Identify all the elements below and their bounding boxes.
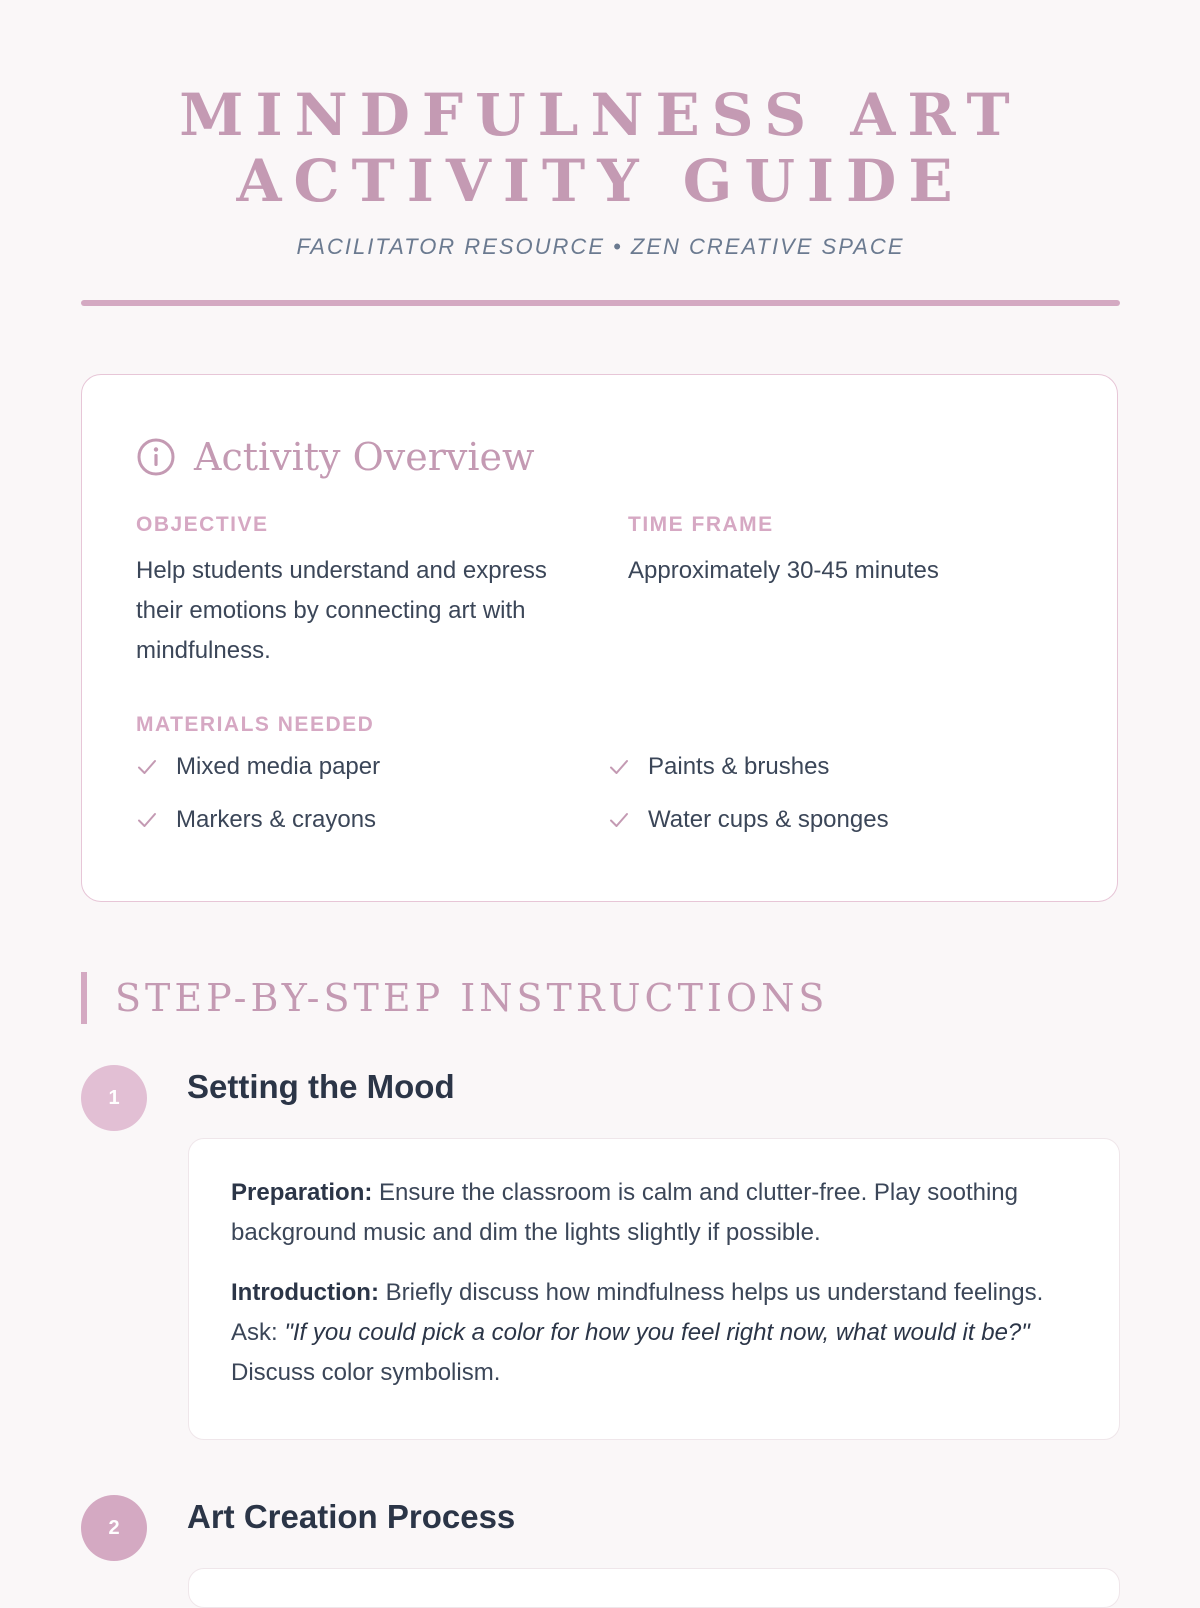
overview-title: Activity Overview (194, 435, 535, 479)
material-label: Water cups & sponges (648, 806, 889, 833)
check-icon (608, 809, 630, 831)
page-title-line-2: ACTIVITY GUIDE (236, 147, 965, 215)
check-icon (136, 756, 158, 778)
check-icon (608, 756, 630, 778)
check-icon (136, 809, 158, 831)
header-divider (81, 300, 1120, 306)
step-title: Setting the Mood (187, 1068, 455, 1105)
material-label: Markers & crayons (176, 806, 377, 833)
section-accent-bar (81, 972, 87, 1024)
preparation-text: Ensure the classroom is calm and clutter-free. Play soothing background music and dim the lights slightly if possible. (231, 1179, 1018, 1246)
guide-page (81, 0, 1120, 1539)
step-card (188, 1138, 1120, 1440)
introduction-quote: "If you could pick a color for how you feel right now, what would it be?" (284, 1319, 1030, 1346)
step-title: Art Creation Process (187, 1498, 516, 1535)
introduction-text: Briefly discuss how mindfulness helps us understand feelings. Ask: (231, 1279, 1044, 1346)
material-item (136, 753, 380, 781)
instructions-title: STEP-BY-STEP INSTRUCTIONS (115, 976, 829, 1020)
material-label: Mixed media paper (176, 753, 381, 780)
objective-text: Help students understand and express their emotions by connecting art with mindfulness. (136, 557, 547, 664)
material-label: Paints & brushes (648, 753, 830, 780)
objective-label: OBJECTIVE (136, 513, 269, 536)
materials-label: MATERIALS NEEDED (136, 713, 375, 736)
step-number-badge: 1 (81, 1065, 147, 1131)
preparation-label: Preparation: (231, 1179, 373, 1206)
instructions-heading (81, 972, 828, 1024)
timeframe-label: TIME FRAME (628, 513, 774, 536)
timeframe-text: Approximately 30-45 minutes (628, 557, 939, 584)
overview-card (81, 374, 1118, 902)
page-title-line-1: MINDFULNESS ART (179, 81, 1022, 149)
introduction-label: Introduction: (231, 1279, 379, 1306)
introduction-paragraph (231, 1273, 1079, 1393)
introduction-tail: Discuss color symbolism. (231, 1359, 501, 1386)
page-header (81, 0, 1120, 260)
material-item (136, 806, 376, 834)
material-item (608, 806, 889, 834)
material-item (608, 753, 829, 781)
step-number-badge: 2 (81, 1495, 147, 1561)
preparation-paragraph (231, 1173, 1079, 1253)
step-card (188, 1568, 1120, 1608)
info-icon (136, 437, 176, 477)
overview-heading (136, 435, 535, 479)
page-subtitle: FACILITATOR RESOURCE • ZEN CREATIVE SPACE (296, 234, 905, 259)
